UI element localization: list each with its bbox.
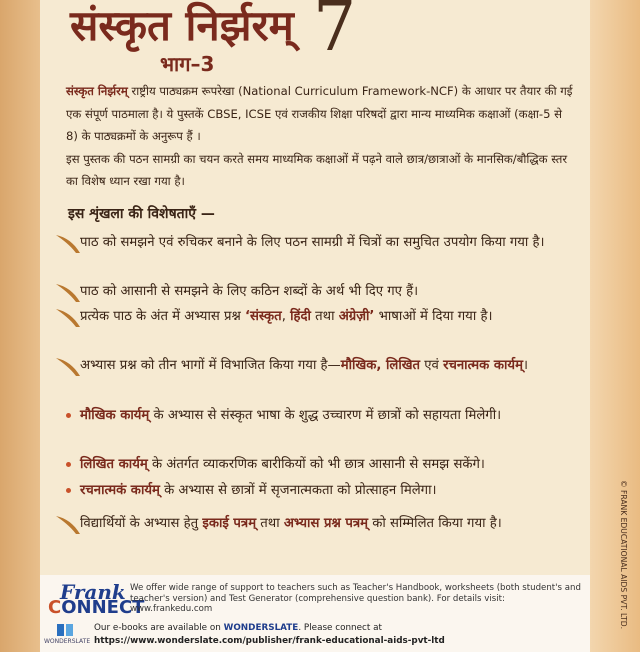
feature-text: पाठ को आसानी से समझने के लिए कठिन शब्दों के अर्थ भी दिए गए हैं। [80,284,419,299]
feature-bold-english: अंग्रेज़ी’ [338,309,375,324]
left-decoration [0,0,40,652]
feature-text-part: , [281,309,291,324]
feature-text-part: प्रत्येक पाठ के अंत में अभ्यास प्रश्न [80,309,245,324]
features-heading: इस शृंखला की विशेषताएँ — [68,206,215,222]
feature-text-part: भाषाओं में दिया गया है। [374,309,493,324]
logo-frank-text: Frank [60,580,126,604]
ebook-brand: WONDERSLATE [223,623,299,633]
feature-text-part: तथा [310,309,339,324]
sub-bullet-part: के अभ्यास से छात्रों में सृजनात्मकता को प्रोत्साहन मिलेगा। [159,483,437,498]
bullet-dot-icon [66,462,71,467]
offer-text: We offer wide range of support to teachers such as Teacher's Handbook, worksheets (both student's and teacher's version) and Test Generator (comprehensive question bank). For details visit: www.frankedu.com [130,583,581,614]
feature-text-part: । [522,358,528,373]
sub-bullet-bold: मौखिक कार्यम् [80,408,150,423]
copyright-note [616,480,630,640]
feature-bold-creative: रचनात्मक कार्यम् [443,358,523,373]
feature-item [60,280,580,304]
bullet-dot-icon [66,488,71,493]
content-panel [40,0,590,575]
sub-bullet-part: के अंतर्गत व्याकरणिक बारीकियों को भी छात्र आसानी से समझ सकेंगे। [147,457,485,472]
feature-text [80,512,580,536]
wonderslate-icon [56,622,74,638]
ebook-url-link[interactable]: https://www.wonderslate.com/publisher/frank-educational-aids-pvt-ltd [94,636,445,646]
quill-icon [54,307,82,329]
sub-bullet-text [80,453,580,477]
footer-banner [40,575,590,652]
quill-icon [54,514,82,536]
logo-onnect-letters: ONNECT [61,597,145,618]
frank-connect-logo [48,580,145,618]
logo-c-letter: C [48,597,62,618]
wonderslate-label: WONDERSLATE [44,638,91,645]
quill-icon [54,282,82,304]
sub-bullet-bold: रचनात्मकं कार्यम् [80,483,160,498]
feature-text: पाठ को समझने एवं रुचिकर बनाने के लिए पठन सामग्री में चित्रों का समुचित उपयोग किया गया है। [80,235,545,250]
intro-paragraph-1: राष्ट्रीय पाठ्यक्रम रूपरेखा (National Curriculum Framework-NCF) के आधार पर तैयार की गई एक संपूर्ण पाठमाला है। ये पुस्तकें CBSE, ICSE एवं राजकीय शिक्षा परिषदों द्वारा मान्य माध्यमिक कक्षाओं (कक्षा-5 से 8) के पाठ्यक्रमों के अनुरूप हैं । [66,84,573,143]
book-title: संस्कृत निर्झरम् [70,1,294,50]
feature-item [60,354,580,378]
book-part: भाग–3 [160,52,215,76]
sub-bullet-part: के अभ्यास से संस्कृत भाषा के शुद्ध उच्चारण में छात्रों को सहायता मिलेगी। [149,408,502,423]
right-decoration [590,0,640,652]
feature-bold-oral-written: मौखिक, लिखित [340,358,421,373]
feature-text [80,354,580,378]
feature-item [60,512,580,536]
feature-text-part: विद्यार्थियों के अभ्यास हेतु [80,516,203,531]
feature-text-part: तथा [256,516,284,531]
bullet-dot-icon [66,413,71,418]
copyright-text: © FRANK EDUCATIONAL AIDS PVT. LTD. [619,480,628,630]
feature-text-part: अभ्यास प्रश्न को तीन भागों में विभाजित किया गया है— [80,358,341,373]
intro-paragraph-2: इस पुस्तक की पठन सामग्री का चयन करते समय माध्यमिक कक्षाओं में पढ़ने वाले छात्र/छात्राओं के मानसिक/बौद्धिक स्तर का विशेष ध्यान रखा गया है। [66,151,568,188]
sub-bullet-item [60,453,580,477]
ebook-note-part: Our e-books are available on [94,623,224,633]
sub-bullet-item [60,479,580,503]
quill-icon [54,356,82,378]
sub-bullet-text [80,404,580,428]
feature-item [60,305,580,329]
feature-text-part: को सम्मिलित किया गया है। [368,516,502,531]
feature-text-part: एवं [420,358,444,373]
feature-bold-sanskrit: ‘संस्कृत [245,309,282,324]
quill-icon [54,233,82,255]
intro-title-bold: संस्कृत निर्झरम् [66,84,128,98]
sub-bullet-text [80,479,580,503]
feature-bold-unit-paper: इकाई पत्रम् [202,516,257,531]
feature-item [60,231,580,255]
feature-bold-hindi: हिंदी [290,309,311,324]
feature-text [80,305,580,329]
ebook-note [94,623,382,633]
ebook-note-part: . Please connect at [298,623,382,633]
sub-bullet-item [60,404,580,428]
feature-bold-practice-paper: अभ्यास प्रश्न पत्रम् [283,516,369,531]
sub-bullet-bold: लिखित कार्यम् [80,457,148,472]
class-number: 7 [313,0,357,67]
intro-text [66,80,576,193]
